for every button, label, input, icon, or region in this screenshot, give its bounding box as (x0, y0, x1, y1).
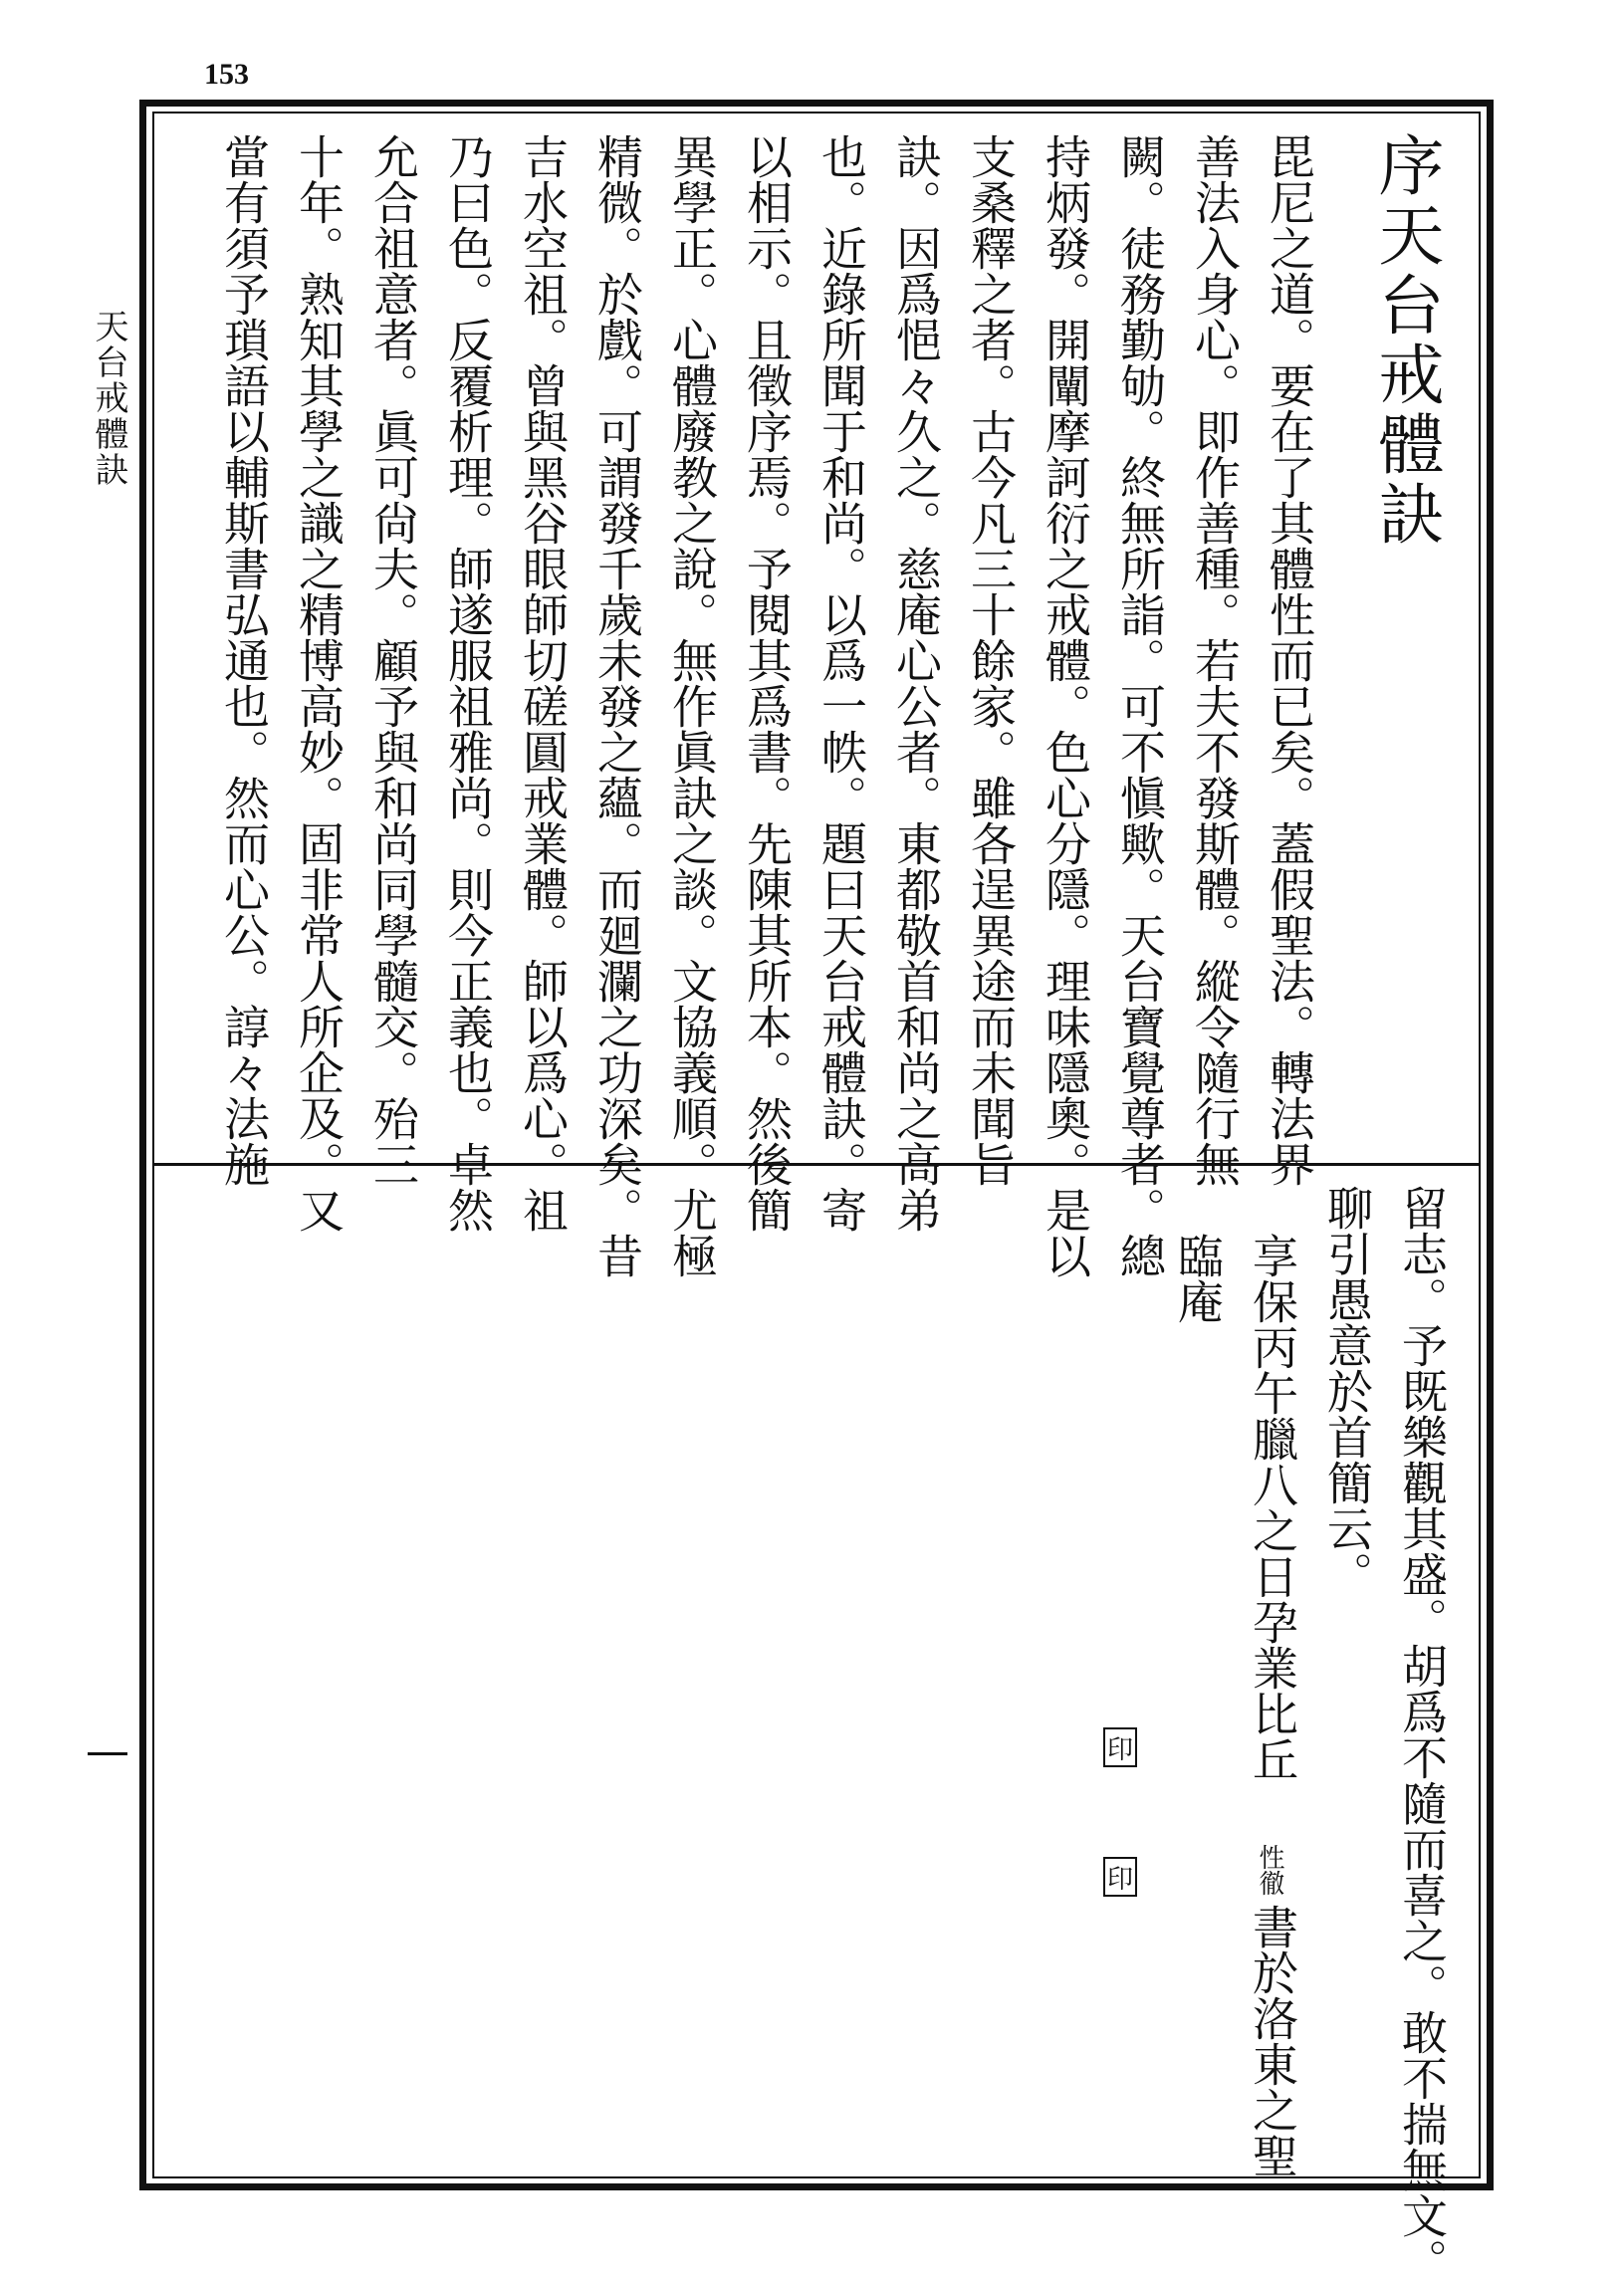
text-column: 訣。因爲悒々久之。慈庵心公者。東都敬首和尚之高弟 (889, 133, 943, 1233)
text-column: 允合祖意者。眞可尙夫。顧予與和尚同學髓交。殆三 (366, 133, 420, 1187)
text-column: 善法入身心。即作善種。若夫不發斯體。縱令隨行無 (1188, 133, 1242, 1187)
text-column: 當有須予瑣語以輔斯書弘通也。然而心公。諄々法施 (217, 133, 271, 1187)
text-column: 持炳發。開闡摩訶衍之戒體。色心分隱。理味隱奧。是以 (1039, 133, 1092, 1278)
text-column: 乃曰色。反覆析理。師遂服祖雅尚。則今正義也。卓然 (441, 133, 495, 1233)
text-column: 闕。徒務勤劬。終無所詣。可不愼歟。天台寶覺尊者。總 (1113, 133, 1167, 1278)
text-column: 十年。熟知其學之識之精博高妙。固非常人所企及。又 (292, 133, 346, 1233)
text-column: 毘尼之道。要在了其體性而已矣。蓋假聖法。轉法界 (1263, 133, 1316, 1187)
page-number: 153 (204, 58, 249, 91)
margin-title: 天台戒體訣 (89, 309, 128, 488)
preface-title: 序天台戒體訣 (1367, 131, 1444, 550)
signature-name: 性徹 (1255, 1844, 1284, 1896)
text-column: 也。近錄所聞于和尚。以爲一帙。題曰天台戒體訣。寄 (814, 133, 868, 1233)
seal-stamp: 印 (1103, 1857, 1137, 1897)
text-column: 留志。予既樂觀其盛。胡爲不隨而喜之。敢不揣無文。 (1395, 1185, 1449, 2284)
signature-suffix: 書於洛東之聖 (1246, 1904, 1299, 2178)
text-column: 異學正。心體廢教之說。無作眞訣之談。文協義順。尤極 (665, 133, 719, 1278)
margin-divider (88, 1752, 127, 1755)
seal-stamp: 印 (1103, 1727, 1137, 1767)
text-column: 聊引愚意於首簡云。 (1320, 1185, 1374, 1597)
text-column: 吉水空祖。曾與黑谷眼師切磋圓戒業體。師以爲心。祖 (516, 133, 570, 1233)
text-column: 支桑釋之者。古今凡三十餘家。雖各逞異途而未聞旨 (964, 133, 1018, 1187)
text-column: 精微。於戲。可謂發千歲未發之蘊。而廻瀾之功深矣。昔 (590, 133, 644, 1278)
place-name: 臨庵 (1171, 1233, 1225, 1324)
text-column: 以相示。且徵序焉。予閱其爲書。先陳其所本。然後簡 (740, 133, 794, 1233)
date-signature: 享保丙午臘八之日孕業比丘 (1246, 1233, 1299, 1782)
